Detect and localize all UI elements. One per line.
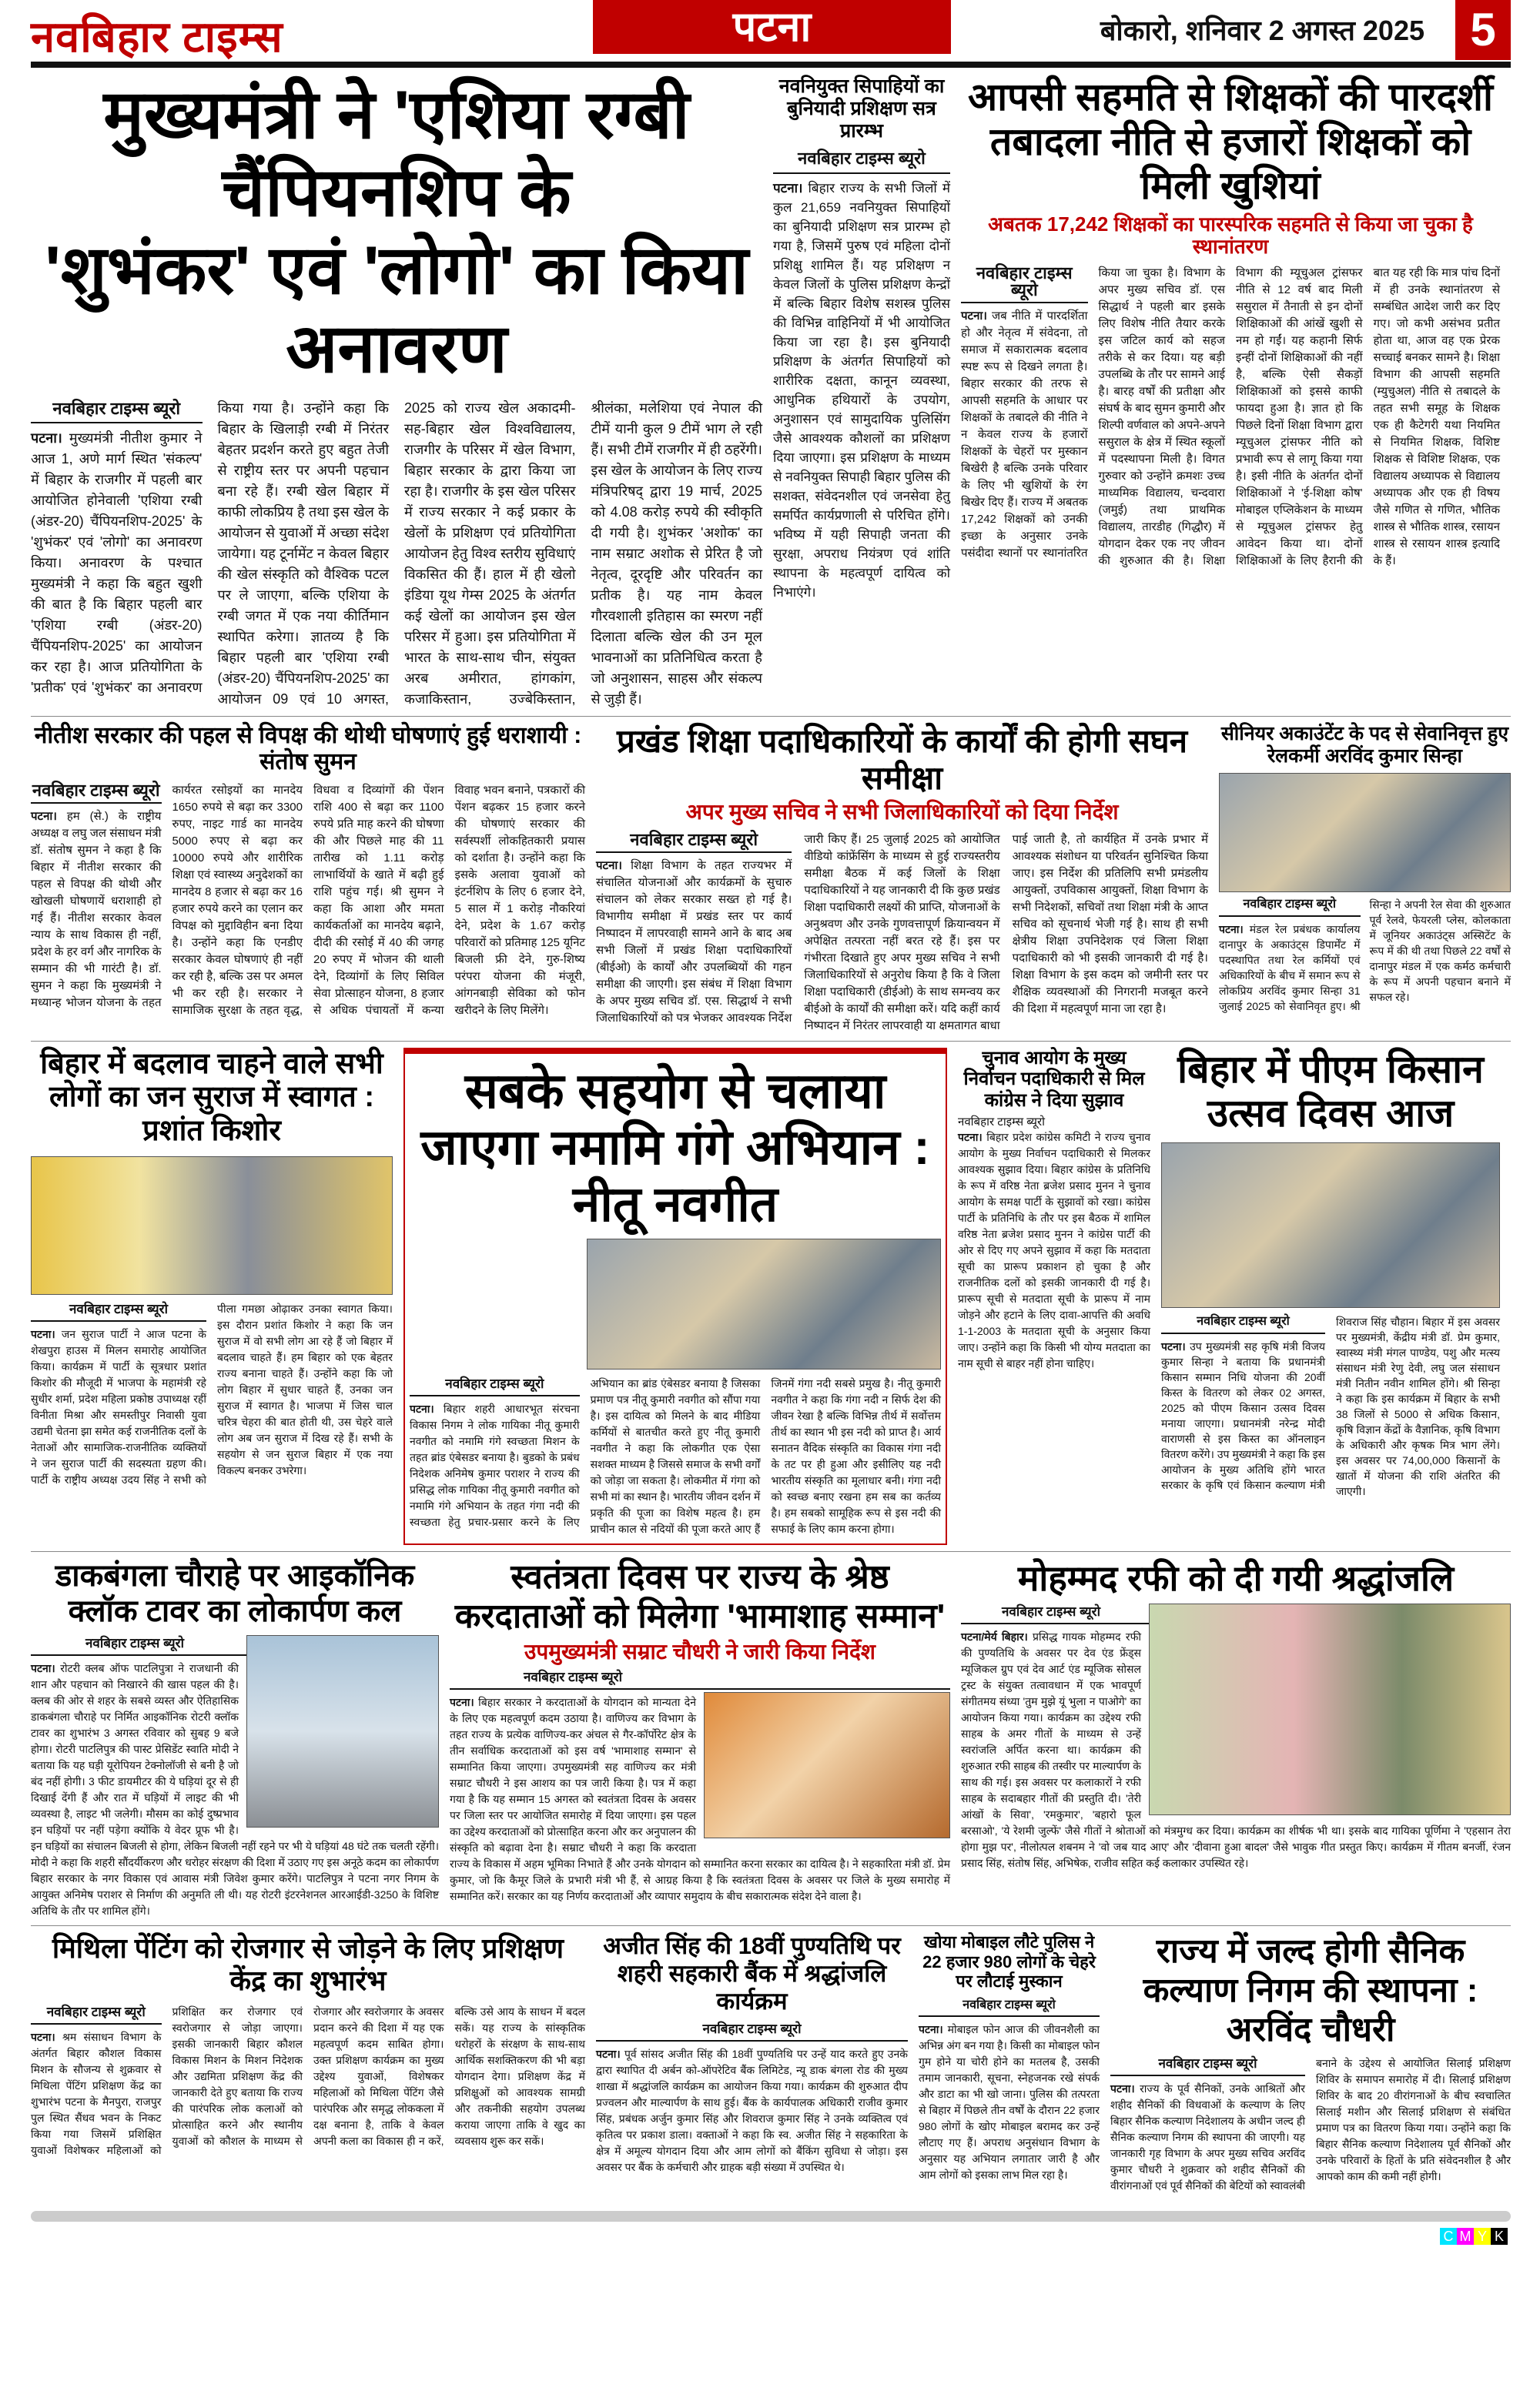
masthead-rule — [31, 62, 1511, 68]
print-mark-yellow: Y — [1474, 2228, 1491, 2245]
dateline-city: पटना। — [773, 181, 803, 196]
row-2 — [31, 717, 1511, 1042]
page-number: 5 — [1455, 0, 1511, 60]
dateline-city: पटना। — [919, 2023, 943, 2036]
headline: सबके सहयोग से चलाया जाएगा नमामि गंगे अभियान : नीतू नवगीत — [420, 1062, 930, 1232]
headline: डाकबंगला चौराहे पर आइकॉनिक क्लॉक टावर का लोकार्पण कल — [55, 1559, 415, 1629]
article-body — [958, 1129, 1150, 1372]
headline: प्रखंड शिक्षा पदाधिकारियों के कार्यों की होगी सघन समीक्षा — [617, 722, 1187, 797]
byline: नवबिहार टाइम्स ब्यूरो — [31, 2004, 162, 2025]
headline: मुख्यमंत्री ने 'एशिया रग्बी चैंपियनशिप के — [103, 76, 690, 231]
headline: नीतीश सरकार की पहल से विपक्ष की थोथी घोषणाएं हुई धराशायी : संतोष सुमन — [34, 722, 582, 775]
print-mark-cyan: C — [1440, 2228, 1457, 2245]
byline: नवबिहार टाइम्स ब्यूरो — [961, 1604, 1511, 1624]
dateline-city: पटना। — [1110, 2082, 1135, 2095]
byline: नवबिहार टाइम्स ब्यूरो — [773, 146, 950, 174]
body-text: मंडल रेल प्रबंधक कार्यालय दानापुर के अकाउंट्स डिपार्मेंट में पदस्थापित तथा रेल कर्मियों एवं अधिकारियों के बीच में समान रूप से लोकप्रिय अरविंद कुमार सिन्हा 31 जुलाई 2025 को सेवानिवृत हुए। श्री सिन्हा ने अपनी रेल सेवा की शुरुआत पूर्व रेलवे, फेयरली प्लेस, कोलकाता में जूनियर अकाउंट्स अस्सिटेंट के रूप में की थी तथा पिछले 22 वर्षों से दानापुर मंडल में एक कर्मठ कर्मचारी के रूप में अपनी पहचान बनाने में सफल रहे। — [1219, 898, 1511, 1013]
byline: नवबिहार टाइम्स ब्यूरो — [1161, 1314, 1325, 1334]
article-kishor — [31, 1048, 393, 1488]
headline: स्वतंत्रता दिवस पर राज्य के श्रेष्ठ करदाताओं को मिलेगा 'भामाशाह सम्मान' — [454, 1558, 946, 1635]
article-body — [773, 179, 950, 602]
photo-samrat-chaudhary — [704, 1692, 950, 1838]
article-suman — [31, 723, 585, 1019]
byline: नवबिहार टाइम्स ब्यूरो — [410, 1376, 580, 1396]
dateline-city: पटना। — [450, 1695, 474, 1708]
headline: बिहार में बदलाव चाहने वाले सभी लोगों का जन सुराज में स्वागत : प्रशांत किशोर — [40, 1047, 383, 1147]
dateline-city: पटना। — [31, 809, 57, 823]
body-text: बिहार राज्य के सभी जिलों में कुल 21,659 नवनियुक्त सिपाहियों का बुनियादी प्रशिक्षण सत्र प्रारम्भ हो गया है, जिसमें पुरुष एवं महिला दोनों प्रशिक्षु शामिल हैं। यह प्रशिक्षण न केवल जिलों के पुलिस प्रशिक्षण केन्द्रों में बल्कि बिहार विशेष सशस्त्र पुलिस की विभिन्न वाहिनियों में भी आयोजित किया जा रहा है। इस बुनियादी प्रशिक्षण के अंतर्गत सिपाहियों को शारीरिक दक्षता, कानून व्यवस्था, आधुनिक हथियारों के उपयोग, अनुशासन एवं सामुदायिक पुलिसिंग जैसे आवश्यक कौशलों का प्रशिक्षण दिया जाएगा। इस प्रशिक्षण के माध्यम से नवनियुक्त सिपाही बिहार पुलिस की सशक्त, संवेदनशील एवं जनसेवा हेतु समर्पित कार्यप्रणाली से परिचित होंगे। भविष्य में यही सिपाही जनता की सुरक्षा, अपराध नियंत्रण एवं शांति स्थापना के महत्वपूर्ण दायित्व को निभाएंगे। — [773, 181, 950, 600]
photo-neetu-navgeet-certificate — [587, 1239, 941, 1370]
dateline-city: पटना। — [958, 1131, 983, 1144]
headline: नवनियुक्त सिपाहियों का बुनियादी प्रशिक्षण सत्र प्रारम्भ — [778, 75, 945, 142]
headline: आपसी सहमति से शिक्षकों की पारदर्शी तबादला नीति से हजारों शिक्षकों को मिली खुशियां — [967, 75, 1493, 207]
dateline-city: पटना। — [31, 1662, 55, 1675]
body-text: उप मुख्यमंत्री सह कृषि मंत्री विजय कुमार सिन्हा ने बताया कि प्रधानमंत्री किसान सम्मान निधि योजना की 20वीं किस्त के वितरण को लेकर 02 अगस्त, 2025 को पीएम किसान उत्सव दिवस मनाया जाएगा। प्रधानमंत्री नरेन्द्र मोदी वाराणसी से इस किस्त का ऑनलाइन वितरण करेंगे। उप मुख्यमंत्री ने कहा कि इस आयोजन के मुख्य अतिथि होंगे भारत सरकार के कृषि एवं किसान कल्याण मंत्री शिवराज सिंह चौहान। बिहार में इस अवसर पर मुख्यमंत्री, केंद्रीय मंत्री डॉ. प्रेम कुमार, स्वास्थ्य मंत्री मंगल पाण्डेय, पशु और मत्स्य संसाधन मंत्री रेणु देवी, लघु जल संसाधन मंत्री नितीन नवीन शामिल होंगे। श्री सिन्हा ने कहा कि इस कार्यक्रम में बिहार के सभी 38 जिलों से 5000 से अधिक किसान, कृषि विज्ञान केंद्रों के वैज्ञानिक, कृषि विभाग के अधिकारी और कृषक मित्र भाग लेंगे। इस अवसर पर 74,00,000 किसानों के खातों में योजना की राशि अंतरित की जाएगी। — [1161, 1315, 1500, 1497]
headline-line-2: 'शुभंकर' एवं 'लोगो' का किया अनावरण — [45, 232, 748, 386]
headline: बिहार में पीएम किसान उत्सव दिवस आज — [1177, 1047, 1484, 1135]
headline: सीनियर अकाउंटेंट के पद से सेवानिवृत्त हुए रेलकर्मी अरविंद कुमार सिन्हा — [1220, 722, 1509, 767]
article-beo — [596, 723, 1208, 1035]
body-text: प्रसिद्ध गायक मोहम्मद रफी की पुण्यतिथि के अवसर पर देव एंड फ्रेंड्स म्यूजिकल ग्रुप एवं देव आर्ट एंड म्यूजिक सोसल ट्रस्ट के संयुक्त तत्वावधान में एक भावपूर्ण संगीतमय संध्या 'तुम मुझे यूं भुला न पाओगे' का आयोजन किया गया। कार्यक्रम का उद्देश्य रफी साहब के अमर गीतों के माध्यम से उन्हें स्वरांजलि अर्पित करना था। कार्यक्रम की शुरुआत रफी साहब की तस्वीर पर माल्यार्पण के साथ की गई। इस अवसर पर कलाकारों ने रफी साहब के सदाबहार गीतों की प्रस्तुति दी। 'तेरी आंखों के सिवा', 'रमकुमार', 'बहारो फूल बरसाओ', 'ये रेशमी जुल्फें' जैसे गीतों ने श्रोताओं को मंत्रमुग्ध कर दिया। कार्यक्रम का शीर्षक भी था। इसके बाद गायिका पूर्णिमा ने 'एहसान तेरा होगा मुझ पर', नीलोत्पल शबनम ने 'वो जब याद आए' और 'दीवाना हुआ बादल' जैसे भावुक गीत प्रस्तुत किए। कार्यक्रम में गीतम बनर्जी, रंजन प्रसाद सिंह, संतोष सिंह, अभिषेक, राजीव सहित कई कलाकार उपस्थित रहे। — [961, 1630, 1511, 1870]
dateline-city: पटना। — [596, 858, 622, 872]
byline: नवबिहार टाइम्स ब्यूरो — [1219, 897, 1361, 917]
photo-rafi-tribute-event — [1149, 1604, 1511, 1815]
dateline-city: पटना। — [31, 430, 62, 446]
article-ajit — [596, 1932, 908, 2176]
dateline-city: पटना। — [1161, 1339, 1186, 1353]
article-body — [31, 1301, 393, 1488]
byline: नवबिहार टाइम्स ब्यूरो — [450, 1669, 950, 1690]
article-body — [596, 2046, 908, 2176]
headline: मिथिला पेंटिंग को रोजगार से जोड़ने के लिए प्रशिक्षण केंद्र का शुभारंभ — [52, 1932, 564, 1996]
dateline-city: पटना। — [410, 1403, 434, 1416]
subheadline: अपर मुख्य सचिव ने सभी जिलाधिकारियों को दिया निर्देश — [685, 800, 1119, 824]
subheadline: अबतक 17,242 शिक्षकों का पारस्परिक सहमति से किया जा चुका है स्थानांतरण — [988, 212, 1473, 259]
body-text: हम (से.) के राष्ट्रीय अध्यक्ष व लघु जल संसाधन मंत्री डॉ. संतोष सुमन ने कहा है कि बिहार में नीतीश सरकार की पहल से विपक्ष की थोथी और खोखली घोषणायें धराशाही हो गई हैं। नीतीश सरकार केवल न्याय के साथ विकास ही नहीं, प्रदेश के हर वर्ग और नागरिक के सम्मान की भी गारंटी है। डॉ. सुमन ने कहा कि मुख्यमंत्री ने मध्यान्ह भोजन योजना के तहत कार्यरत रसोइयों का मानदेय 1650 रुपये से बढ़ा कर 3300 रुपए, नाइट गार्ड का मानदेय 5000 रुपए से बढ़ा कर 10000 रुपये और शारीरिक शिक्षा एवं स्वास्थ्य अनुदेशकों का मानदेय 8 हजार से बढ़ा कर 16 हजार रुपये करने का एलान कर विपक्ष को मुद्दाविहीन बना दिया है। उन्होंने कहा कि एनडीए सरकार केवल घोषणाएं ही नहीं कर रही है, बल्कि उस पर अमल भी कर रही है। सरकार ने सामाजिक सुरक्षा के तहत वृद्ध, विधवा व दिव्यांगों की पेंशन राशि 400 से बढ़ा कर 1100 रुपये प्रति माह करने की घोषणा की और पिछले माह की 11 तारीख को 1.11 करोड़ लाभार्थियों के खाते में बढ़ी हुई राशि पहुंच गई। श्री सुमन ने कहा कि आशा और ममता कार्यकर्ताओं का मानदेय बढ़ाने, दीदी की रसोई में 40 की जगह 20 रुपए में भोजन की थाली देने, दिव्यांगों के लिए सिविल सेवा प्रोत्साहन योजना, 8 हजार से अधिक पंचायतों में कन्या विवाह भवन बनाने, पत्रकारों की पेंशन बढ़कर 15 हजार करने की घोषणाएं सरकार की सर्वस्पर्शी लोकहितकारी प्रयास को दर्शाता है। उन्होंने कहा कि इसके अलावा युवाओं को इंटर्नशिप के लिए 6 हजार देने, 5 साल में 1 करोड़ नौकरियां देने, प्रदेश के 1.67 करोड़ परिवारों को प्रतिमाह 125 यूनिट बिजली फ्री देने, गुरु-शिष्य परंपरा योजना की मंजूरी, आंगनबाड़ी सेविका को फोन खरीदने के लिए मिलेंगे। — [31, 783, 585, 1017]
article-clock — [31, 1558, 439, 1919]
dateline-city: पटना/मेर्य बिहार। — [961, 1630, 1028, 1644]
photo-jan-suraaj-event — [31, 1156, 393, 1295]
photo-arvind-sinha-farewell — [1219, 773, 1511, 892]
body-text: बिहार प्रदेश कांग्रेस कमिटी ने राज्य चुनाव आयोग के मुख्य निर्वाचन पदाधिकारी से मिलकर आवश्यक सुझाव दिया। बिहार कांग्रेस के प्रतिनिधि के रूप में वरिष्ठ नेता ब्रजेश प्रसाद मुनन ने चुनाव आयोग के समक्ष पार्टी के सुझावों को रखा। कांग्रेस पार्टी के प्रतिनिधि के तौर पर इस बैठक में शामिल वरिष्ठ नेता ब्रजेश प्रसाद मुनन ने कांग्रेस पार्टी की ओर से दिए गए अपने सुझाव में कहा कि मतदाता सूची का प्रारूप प्रकाशन हो चुका है और राजनीतिक दलों को इसकी जानकारी दी गई है। प्रारूप सूची से मतदाता सूची के प्रारूप में नाम जोड़ने और हटाने के लिए दावा-आपत्ति की अवधि 1-1-2003 के मतदाता सूची के अनुसार किया जाए। उन्होंने कहा कि किसी भी योग्य मतदाता का नाम सूची से बाहर नहीं होना चाहिए। — [958, 1131, 1151, 1370]
subheadline: उपमुख्यमंत्री सम्राट चौधरी ने जारी किया निर्देश — [524, 1639, 875, 1664]
body-text: बिहार शहरी आधारभूत संरचना विकास निगम ने लोक गायिका नीतू कुमारी नवगीत को नमामि गंगे स्वच्छता मिशन के तहत ब्रांड एंबेसडर बनाया है। बुडको के प्रबंध निदेशक अनिमेष कुमार पराशर ने राज्य की प्रसिद्ध लोक गायिका नीतू कुमारी नवगीत को नमामि गंगे अभियान के तहत गंगा नदी की स्वच्छता हेतु प्रचार-प्रसार करने के लिए अभियान का ब्रांड एंबेसडर बनाया है जिसका प्रमाण पत्र नीतू कुमारी नवगीत को सौंपा गया है। इस दायित्व को मिलने के बाद मीडिया कर्मियों से बातचीत करते हुए नीतू कुमारी नवगीत ने कहा कि लोकगीत एक ऐसा सशक्त माध्यम है जिससे समाज के सभी वर्गों को जोड़ा जा सकता है। लोकमीत में गंगा को सभी मां का स्थान है। भारतीय जीवन दर्शन में प्रकृति की पूजा का विशेष महत्व है। हम प्राचीन काल से नदियों की पूजा करते आए हैं जिनमें गंगा नदी सबसे प्रमुख है। नीतू कुमारी नवगीत ने कहा कि गंगा नदी न सिर्फ देश की जीवन रेखा है बल्कि विभिन्न तीर्थ में सर्वोत्तम तीर्थ का स्थान भी इस नदी को प्राप्त है। आर्य सनातन वैदिक संस्कृति का विकास गंगा नदी के तट पर ही हुआ और इसीलिए यह नदी भारतीय संस्कृति का मूलाधार बनी। गंगा नदी को स्वच्छ बनाए रखना हम सब का कर्तव्य है। हम सबको सामूहिक रूप से इस नदी की सफाई के लिए काम करना होगा। — [410, 1377, 941, 1536]
photo-clock-tower — [246, 1635, 439, 1828]
dateline: बोकारो, शनिवार 2 अगस्त 2025 — [1100, 15, 1424, 46]
article-body — [961, 265, 1500, 570]
paper-name: नवबिहार टाइम्स — [31, 12, 283, 61]
body-text: मुख्यमंत्री नीतीश कुमार ने आज 1, अणे मार्ग स्थित 'संकल्प' में बिहार के राजगीर में पहली बार आयोजित होनेवाली 'एशिया रग्बी (अंडर-20) चैंपियनशिप-2025' के 'शुभंकर' एवं 'लोगो' का अनावरण किया। अनावरण के पश्चात मुख्यमंत्री ने कहा कि बहुत खुशी की बात है कि बिहार पहली बार 'एशिया रग्बी (अंडर-20) चैंपियनशिप-2025' का आयोजन कर रहा है। आज प्रतियोगिता के 'प्रतीक' एवं 'शुभंकर' का अनावरण किया गया है। उन्होंने कहा कि बिहार के खिलाड़ी रग्बी में निरंतर बेहतर प्रदर्शन करते हुए बहुत तेजी से राष्ट्रीय स्तर पर अपनी पहचान बना रहे हैं। रग्बी खेल बिहार में काफी लोकप्रिय है तथा इस खेल के आयोजन से युवाओं में अच्छा संदेश जायेगा। यह टूर्नामेंट न केवल बिहार की खेल संस्कृति को वैश्विक पटल पर ले जाएगा, बल्कि एशिया के रग्बी जगत में एक नया कीर्तिमान स्थापित करेगा। ज्ञातव्य है कि बिहार पहली बार 'एशिया रग्बी (अंडर-20) चैंपियनशिप-2025' का आयोजन 09 एवं 10 अगस्त, 2025 को राज्य खेल अकादमी-सह-बिहार खेल विश्वविद्यालय, राजगीर के परिसर में खेल विभाग, बिहार सरकार के द्वारा किया जा रहा है। राजगीर के इस खेल परिसर में राज्य सरकार ने कई प्रकार के खेलों के प्रशिक्षण एवं प्रतियोगिता आयोजन हेतु विश्व स्तरीय सुविधाएं विकसित की हैं। हाल में ही खेलो इंडिया यूथ गेम्स 2025 के अंतर्गत कई खेलों का आयोजन इस खेल परिसर में हुआ। इस प्रतियोगिता में भारत के साथ-साथ चीन, संयुक्त अरब अमीरात, हांगकांग, कजाकिस्तान, उज्बेकिस्तान, श्रीलंका, मलेशिया एवं नेपाल की टीमें यानी कुल 9 टीमें भाग ले रही हैं। सभी टीमें राजगीर में ही ठहरेंगी। इस खेल के आयोजन के लिए राज्य मंत्रिपरिषद् द्वारा 19 मार्च, 2025 को 4.08 करोड़ रुपये की स्वीकृति दी गयी है। शुभंकर 'अशोक' का नाम सम्राट अशोक से प्रेरित है जो नेतृत्व, दूरदृष्टि और परिवर्तन का प्रतीक है। यह नाम केवल गौरवशाली इतिहास का स्मरण नहीं दिलाता बल्कि खेल की उन मूल भावनाओं का प्रतिनिधित्व करता है जो अनुशासन, साहस और संकल्प से जुड़ी हैं। — [31, 400, 762, 707]
article-congress — [958, 1048, 1150, 1373]
dateline-city: पटना। — [1219, 923, 1244, 936]
article-body — [596, 831, 1208, 1035]
article-body — [410, 1376, 941, 1537]
byline: नवबिहार टाइम्स ब्यूरो — [31, 1301, 206, 1322]
row-3 — [31, 1042, 1511, 1553]
article-gange — [403, 1048, 947, 1546]
print-mark-black: K — [1491, 2228, 1508, 2245]
headline: खोया मोबाइल लौटे पुलिस ने 22 हजार 980 लोगों के चेहरे पर लौटाई मुस्कान — [922, 1932, 1096, 1991]
footer-bar — [31, 2211, 1511, 2222]
article-rafi — [961, 1558, 1511, 1871]
article-sipahi — [773, 75, 950, 602]
dateline-city: पटना। — [961, 309, 987, 323]
article-body — [919, 2022, 1100, 2183]
article-rugby — [31, 75, 762, 710]
headline: मोहम्मद रफी को दी गयी श्रद्धांजलि — [1017, 1558, 1455, 1599]
article-body — [31, 2004, 585, 2159]
article-body — [1161, 1314, 1500, 1499]
print-mark-magenta: M — [1457, 2228, 1474, 2245]
byline: नवबिहार टाइम्स ब्यूरो — [958, 1115, 1046, 1129]
byline: नवबिहार टाइम्स ब्यूरो — [961, 265, 1088, 303]
headline: राज्य में जल्द होगी सैनिक कल्याण निगम की स्थापना : अरविंद चौधरी — [1143, 1932, 1478, 2048]
article-body — [31, 398, 762, 710]
byline: नवबिहार टाइम्स ब्यूरो — [31, 1635, 439, 1656]
byline: नवबिहार टाइम्स ब्यूरो — [919, 1995, 1100, 2017]
body-text: राज्य के पूर्व सैनिकों, उनके आश्रितों और शहीद सैनिकों की विधवाओं के कल्याण के लिए बिहार सैनिक कल्याण निदेशालय के अधीन जल्द ही सैनिक कल्याण निगम की स्थापना की जाएगी। यह जानकारी गृह विभाग के अपर मुख्य सचिव अरविंद कुमार चौधरी ने शुक्रवार को शहीद सैनिकों की वीरांगनाओं एवं पूर्व सैनिकों की बेटियों को स्वावलंबी बनाने के उद्देश्य से आयोजित सिलाई प्रशिक्षण शिविर के समापन समारोह में दी। सिलाई प्रशिक्षण शिविर के बाद 20 वीरांगनाओं के बीच स्वचालित सिलाई मशीन और सिलाई प्रशिक्षण से संबंधित प्रमाण पत्र का वितरण किया गया। उन्होंने कहा कि बिहार सैनिक कल्याण निदेशालय पूर्व सैनिकों और उनके परिवारों के हितों के प्रति संवेदनशील है और आपको काम की कमी नहीं होगी। — [1110, 2057, 1511, 2192]
byline: नवबिहार टाइम्स ब्यूरो — [31, 782, 162, 804]
byline: नवबिहार टाइम्स ब्यूरो — [1110, 2055, 1305, 2076]
row-5 — [31, 1926, 1511, 2200]
body-text: मोबाइल फोन आज की जीवनशैली का अभिन्न अंग बन गया है। किसी का मोबाइल फोन गुम होने या चोरी होने का मतलब है, उसकी तमाम जानकारी, सूचना, स्नेहजनक रखे संपर्क और डाटा का भी खो जाना। पुलिस की तत्परता से बिहार में पिछले तीन वर्षों के दौरान 22 हजार 980 लोगों के खोए मोबाइल बरामद कर उन्हें लौटाए गए हैं। अपराध अनुसंधान विभाग के अनुसार यह अभियान लगातार जारी है और आम लोगों को इसका लाभ मिल रहा है। — [919, 2023, 1100, 2182]
body-text: शिक्षा विभाग के तहत राज्यभर में संचालित योजनाओं और कार्यक्रमों के सुचारु संचालन को लेकर सरकार सख्त हो गई है। विभागीय समीक्षा में प्रखंड स्तर पर कार्य निष्पादन में लापरवाही सामने आने के बाद अब सभी जिलों में प्रखंड शिक्षा पदाधिकारियों (बीईओ) के कार्यों और उपलब्धियों की गहन समीक्षा की जाएगी। इस संबंध में शिक्षा विभाग के अपर मुख्य सचिव डॉ. एस. सिद्धार्थ ने सभी जिलाधिकारियों को पत्र भेजकर आवश्यक निर्देश जारी किए हैं। 25 जुलाई 2025 को आयोजित वीडियो कांफ्रेंसिंग के माध्यम से हुई राज्यस्तरीय समीक्षा बैठक में कई जिलों के शिक्षा पदाधिकारियों ने यह जानकारी दी कि कुछ प्रखंड शिक्षा पदाधिकारी लक्ष्यों की प्राप्ति, योजनाओं के अनुश्रवण और उनके गुणवत्तापूर्ण क्रियान्वयन में अपेक्षित तत्परता नहीं बरत रहे हैं। इस पर गंभीरता दिखाते हुए अपर मुख्य सचिव ने सभी जिलाधिकारियों से अनुरोध किया है कि वे जिला शिक्षा पदाधिकारी (डीईओ) के साथ समन्वय कर बीईओ के कार्यों की समीक्षा करें। यदि कहीं कार्य निष्पादन में निरंतर लापरवाही या क्षमतागत बाधा पाई जाती है, तो कार्यहित में उनके प्रभार में आवश्यक संशोधन या परिवर्तन सुनिश्चित किया जाए। इस निर्देश की प्रतिलिपि सभी प्रमंडलीय आयुक्तों, उपविकास आयुक्तों, शिक्षा विभाग के सभी निदेशकों, सचिवों तथा शिक्षा मंत्री के आप्त सचिव को सूचनार्थ भेजी गई है। साथ ही सभी क्षेत्रीय शिक्षा उपनिदेशक एवं जिला शिक्षा पदाधिकारी को भी इसकी जानकारी दी गई है। शिक्षा विभाग के इस कदम को जमीनी स्तर पर शैक्षिक व्यवस्थाओं की निगरानी मजबूत करने की दिशा में महत्वपूर्ण माना जा रहा है। — [596, 832, 1208, 1032]
article-sainik — [1110, 1932, 1511, 2194]
article-kisan — [1161, 1048, 1500, 1499]
dateline-city: पटना। — [596, 2048, 621, 2061]
edition-city-banner: पटना — [593, 0, 951, 54]
body-text: श्रम संसाधन विभाग के अंतर्गत बिहार कौशल विकास मिशन के सौजन्य से शुक्रवार से मिथिला पेंटिंग प्रशिक्षण केंद्र का शुभारंभ पटना के मैनपुरा, राजपुर पुल स्थित सैंधव भवन के निकट किया गया जिसमें प्रशिक्षित युवाओं विशेषकर महिलाओं को प्रशिक्षित कर रोजगार एवं स्वरोजगार से जोड़ा जाएगा। इसकी जानकारी बिहार कौशल विकास मिशन के मिशन निदेशक और उद्यमिता प्रशिक्षण केंद्र की जानकारी देते हुए बताया कि राज्य की पारंपरिक लोक कलाओं को प्रोत्साहित करने और स्थानीय युवाओं को कौशल के माध्यम से रोजगार और स्वरोजगार के अवसर प्रदान करने की दिशा में यह एक महत्वपूर्ण कदम साबित होगा। उक्त प्रशिक्षण कार्यक्रम का मुख्य उद्देश्य युवाओं, विशेषकर महिलाओं को मिथिला पेंटिंग जैसे पारंपरिक और समृद्ध लोककला में दक्ष बनाना है, ताकि वे केवल अपनी कला का विकास ही न करें, बल्कि उसे आय के साधन में बदल सकें। यह राज्य के सांस्कृतिक धरोहरों के संरक्षण के साथ-साथ आर्थिक सशक्तिकरण की भी बड़ा योगदान देगा। प्रशिक्षण केंद्र में प्रशिक्षुओं को आवश्यक सामग्री और तकनीकी सहयोग उपलब्ध कराया जाएगा ताकि वे खुद का व्यवसाय शुरू कर सकें। — [31, 2005, 585, 2157]
row-1 — [31, 69, 1511, 717]
article-body — [1110, 2055, 1511, 2194]
body-text: पूर्व सांसद अजीत सिंह की 18वीं पुण्यतिथि पर उन्हें याद करते हुए उनके द्वारा स्थापित दी अर्बन को-ऑपरेटिव बैंक लिमिटेड, न्यू डाक बंगला रोड की मुख्य शाखा में श्रद्धांजलि कार्यक्रम का आयोजन किया गया। कार्यक्रम की शुरुआत दीप प्रज्वलन और माल्यार्पण के साथ हुई। बैंक के कार्यपालक अधिकारी राजीव कुमार सिंह, प्रबंधक अर्जुन कुमार सिंह और शिवराज कुमार सिंह ने उनके व्यक्तित्व एवं कृतित्व पर प्रकाश डाला। वक्ताओं ने कहा कि स्व. अजीत सिंह ने सहकारिता के क्षेत्र में अमूल्य योगदान दिया और आम लोगों को बैंकिंग सुविधा से जोड़ा। इस अवसर पर बैंक के कर्मचारी और ग्राहक बड़ी संख्या में उपस्थित थे। — [596, 2048, 909, 2174]
article-mithila — [31, 1932, 585, 2159]
body-text: जब नीति में पारदर्शिता हो और नेतृत्व में संवेदना, तो समाज में सकारात्मक बदलाव स्पष्ट रूप से दिखने लगता है। बिहार सरकार की तरफ से आपसी सहमति के आधार पर शिक्षकों के तबादले की नीति ने न केवल राज्य के हजारों शिक्षकों के चेहरों पर मुस्कान बिखेरी है बल्कि उनके परिवार के लिए भी खुशियों के रंग बिखेर दिए हैं। राज्य में अबतक 17,242 शिक्षकों को उनकी इच्छा के अनुसार उनके पसंदीदा स्थानों पर स्थानांतरित किया जा चुका है। विभाग के अपर मुख्य सचिव डॉ. एस सिद्धार्थ ने पहली बार इसके लिए विशेष नीति तैयार करके इस जटिल कार्य को सहज तरीके से कर दिया। यह बड़ी उपलब्धि के तौर पर सामने आई है। बारह वर्षों की प्रतीक्षा और संघर्ष के बाद सुमन कुमारी और शिल्पी वर्णवाल को अपने-अपने ससुराल के क्षेत्र में स्थित स्कूलों में पदस्थापना मिली है। विगत गुरुवार को उन्होंने क्रमशः उच्च माध्यमिक विद्यालय, चन्दवारा (जमुई) तथा प्राथमिक विद्यालय, तारडीह (गिद्धौर) में योगदान देकर एक नए जीवन की शुरुआत की है। शिक्षा विभाग की म्यूचुअल ट्रांसफर नीति से 12 वर्ष बाद मिली ससुराल में तैनाती से इन दोनों शिक्षिकाओं की आंखें खुशी से नम हो गईं। यह कहानी सिर्फ इन्हीं दोनों शिक्षिकाओं की नहीं है, बल्कि ऐसी सैकड़ों शिक्षिकाओं को इससे काफी फायदा हुआ है। ज्ञात हो कि पिछले दिनों शिक्षा विभाग द्वारा म्यूचुअल ट्रांसफर नीति को प्रभावी रूप से लागू किया गया है। इसी नीति के अंतर्गत दोनों शिक्षिकाओं ने 'ई-शिक्षा कोष' मोबाइल एप्लिकेशन के माध्यम से म्यूचुअल ट्रांसफर हेतु आवेदन किया था। दोनों शिक्षिकाओं के लिए हैरानी की बात यह रही कि मात्र पांच दिनों में ही उनके स्थानांतरण से सम्बंधित आदेश जारी कर दिए गए। जो कभी असंभव प्रतीत होता था, आज वह एक प्रेरक सच्चाई बनकर सामने है। शिक्षा विभाग की आपसी सहमति (म्युचुअल) नीति से तबादले के तहत सभी समूह के शिक्षक एक ही कैटेगरी यथा नियमित से नियमित शिक्षक, विशिष्ट शिक्षक से विशिष्ट शिक्षक, एक विद्यालय अध्यापक से विद्यालय अध्यापक और एक ही विषय जैसे गणित से गणित, भौतिक शास्त्र से भौतिक शास्त्र, रसायन शास्त्र से रसायन शास्त्र इत्यादि के हैं। — [961, 266, 1500, 568]
footer — [31, 2206, 1511, 2249]
article-teachers — [961, 75, 1500, 570]
headline: अजीत सिंह की 18वीं पुण्यतिथि पर शहरी सहकारी बैंक में श्रद्धांजलि कार्यक्रम — [603, 1932, 901, 2015]
body-text: बिहार सरकार ने करदाताओं के योगदान को मान्यता देने के लिए एक महत्वपूर्ण कदम उठाया है। वाणिज्य कर विभाग के तहत राज्य के प्रत्येक वाणिज्य-कर अंचल से गैर-कॉर्पोरेट क्षेत्र के तीन सर्वाधिक करदाताओं को इस वर्ष 'भामाशाह सम्मान' से सम्मानित किया जाएगा। उपमुख्यमंत्री सह वाणिज्य कर मंत्री सम्राट चौधरी ने इस आशय का पत्र जारी किया है। पत्र में कहा गया है कि यह सम्मान 15 अगस्त को स्वतंत्रता दिवस के अवसर पर जिला स्तर पर आयोजित समारोह में दिया जाएगा। इस पहल का उद्देश्य करदाताओं को प्रोत्साहित करना और कर अनुपालन की संस्कृति को बढ़ावा देना है। सम्राट चौधरी ने कहा कि करदाता राज्य के विकास में अहम भूमिका निभाते हैं और उनके योगदान को सम्मानित करना सरकार का दायित्व है। ने सहकारिता मंत्री डॉ. प्रेम कुमार, जो कि कैमूर जिले के प्रभारी मंत्री भी हैं, से आग्रह किया है कि स्वतंत्रता दिवस के अवसर पर जिले के मुख्य समारोह में सम्मानित करें। सरकार का यह निर्णय करदाताओं और व्यापार समुदाय के बीच सकारात्मक संदेश देने वाला है। — [450, 1695, 950, 1902]
body-text: रोटरी क्लब ऑफ पाटलिपुत्रा ने राजधानी की शान और पहचान को निखारने की खास पहल की है। क्लब की ओर से शहर के सबसे व्यस्त और ऐतिहासिक डाकबंगला चौराहे पर निर्मित आइकॉनिक रोटरी क्लॉक टावर का शुभारंभ 3 अगस्त रविवार को सुबह 9 बजे होगा। रोटरी पाटलिपुत्र की पास्ट प्रेसिडेंट स्वाति मोदी ने बताया कि यह घड़ी यूरोपियन टेक्नोलॉजी से बनी है जो बंद नहीं होगी। 3 फीट डायमीटर की ये घड़ियां दूर से ही दिखाई देंगी हैं और रात में घड़ियों में लाइट की भी व्यवस्था है, लाइट भी जलेगी। मौसम का कोई दुष्प्रभाव इन घड़ियों पर नहीं पड़ेगा क्योंकि ये वेदर प्रूफ भी है। इन घड़ियों का संचालन बिजली से होगा, लेकिन बिजली नहीं रहने पर भी ये घड़ियां 48 घंटे तक चलती रहेंगी। मोदी ने कहा कि शहरी सौंदर्यीकरण और धरोहर संरक्षण की दिशा में उठाए गए इस अनूठे कदम का लोकार्पण बिहार सरकार के नगर विकास एवं आवास मंत्री जिवेश कुमार करेंगे। पाटलिपुत्र ने पटना नगर निगम के आयुक्त अनिमेष पराशर से निर्माण की अनुमति ली थी। यह रोटरी इंटरनेशनल आरआईडी-3250 के विशिष्ट अतिथि के तौर पर शामिल होंगे। — [31, 1662, 439, 1918]
byline: नवबिहार टाइम्स ब्यूरो — [596, 2019, 908, 2042]
row-4 — [31, 1552, 1511, 1926]
article-sinha — [1219, 723, 1511, 1015]
byline: नवबिहार टाइम्स ब्यूरो — [596, 831, 792, 853]
dateline-city: पटना। — [31, 2031, 55, 2044]
article-body — [31, 782, 585, 1019]
photo-kisan-meeting — [1161, 1142, 1500, 1308]
byline: नवबिहार टाइम्स ब्यूरो — [31, 398, 203, 423]
article-bhamashah — [450, 1558, 950, 1904]
dateline-city: पटना। — [31, 1327, 55, 1340]
article-mobile — [919, 1932, 1100, 2183]
article-body — [1219, 897, 1511, 1014]
headline: चुनाव आयोग के मुख्य निर्वाचन पदाधिकारी से मिल कांग्रेस ने दिया सुझाव — [963, 1047, 1145, 1111]
body-text: जन सुराज पार्टी ने आज पटना के शेखपुरा हाउस में मिलन समारोह आयोजित किया। कार्यक्रम में पार्टी के सूत्रधार प्रशांत किशोर की मौजूदी में भाजपा के महामंत्री रहे सुधीर शर्मा, प्रदेश महिला प्रकोष्ठ उपाध्यक्ष रहीं विनीता मिश्रा और समस्तीपुर निवासी युवा उद्यमी चेतना झा समेत कई राजनीतिक दलों के नेताओं और सामाजिक-राजनीतिक व्यक्तियों ने जन सुराज पार्टी की सदस्यता ग्रहण की। पार्टी के राष्ट्रीय अध्यक्ष उदय सिंह ने सभी को पीला गमछा ओढ़ाकर उनका स्वागत किया। इस दौरान प्रशांत किशोर ने कहा कि जन सुराज में वो सभी लोग आ रहे हैं जो बिहार में बदलाव चाहते हैं। हम बिहार को एक बेहतर राज्य बनाना चाहते हैं। उन्होंने कहा कि जो लोग बिहार में सुधार चाहते हैं, उनका जन सुराज में स्वागत है। भाजपा में जिस चाल चरित्र चेहरा की बात होती थी, उस चेहरे वाले लोग अब जन सुराज में दिख रहे हैं। सभी के सहयोग से जन सुराज बिहार में एक नया विकल्प बनकर उभरेगा। — [31, 1302, 393, 1486]
masthead — [31, 0, 1511, 69]
